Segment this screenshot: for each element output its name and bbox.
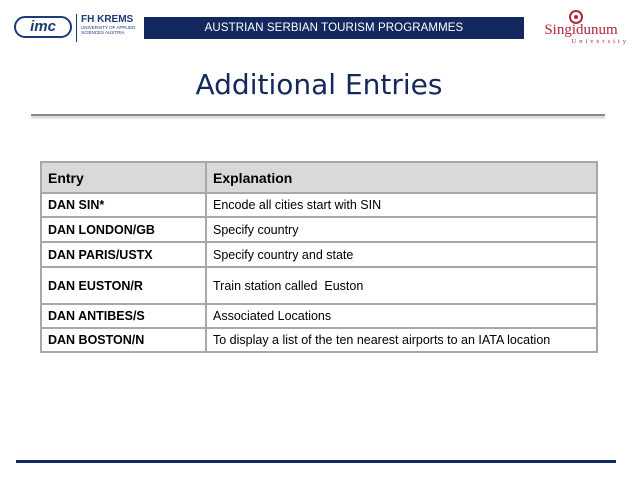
imc-logo-mark: imc <box>14 16 72 38</box>
entry-cell: DAN ANTIBES/S <box>41 304 206 328</box>
imc-fh-krems-logo <box>14 14 139 42</box>
fh-krems-name: FH KREMS <box>81 14 134 25</box>
table-row <box>41 193 597 217</box>
singidunum-logo <box>533 10 629 46</box>
table-row <box>41 267 597 304</box>
explanation-cell: Associated Locations <box>206 304 597 328</box>
entry-cell: DAN PARIS/USTX <box>41 242 206 267</box>
fh-krems-wordmark <box>76 14 138 42</box>
title-divider <box>31 114 605 116</box>
explanation-cell: Specify country <box>206 217 597 242</box>
explanation-cell: Specify country and state <box>206 242 597 267</box>
entries-table <box>40 161 598 353</box>
column-header-explanation: Explanation <box>206 162 597 193</box>
slide-title: Additional Entries <box>195 68 443 101</box>
table-row <box>41 242 597 267</box>
explanation-cell: Encode all cities start with SIN <box>206 193 597 217</box>
header-banner: AUSTRIAN SERBIAN TOURISM PROGRAMMES <box>144 17 524 39</box>
table-row <box>41 217 597 242</box>
singidunum-wordmark: Singidunum <box>544 22 618 38</box>
entry-cell: DAN SIN* <box>41 193 206 217</box>
entry-cell: DAN LONDON/GB <box>41 217 206 242</box>
table-header-row <box>41 162 597 193</box>
column-header-entry: Entry <box>41 162 206 193</box>
explanation-cell: To display a list of the ten nearest airports to an IATA location <box>206 328 597 352</box>
footer-divider <box>16 460 616 463</box>
singidunum-subtitle: University <box>571 38 629 45</box>
entry-cell: DAN EUSTON/R <box>41 267 206 304</box>
explanation-cell: Train station called Euston <box>206 267 597 304</box>
table-row <box>41 304 597 328</box>
table-row <box>41 328 597 352</box>
entry-cell: DAN BOSTON/N <box>41 328 206 352</box>
fh-krems-subtitle: UNIVERSITY OF APPLIED SCIENCES AUSTRIA <box>81 25 136 35</box>
